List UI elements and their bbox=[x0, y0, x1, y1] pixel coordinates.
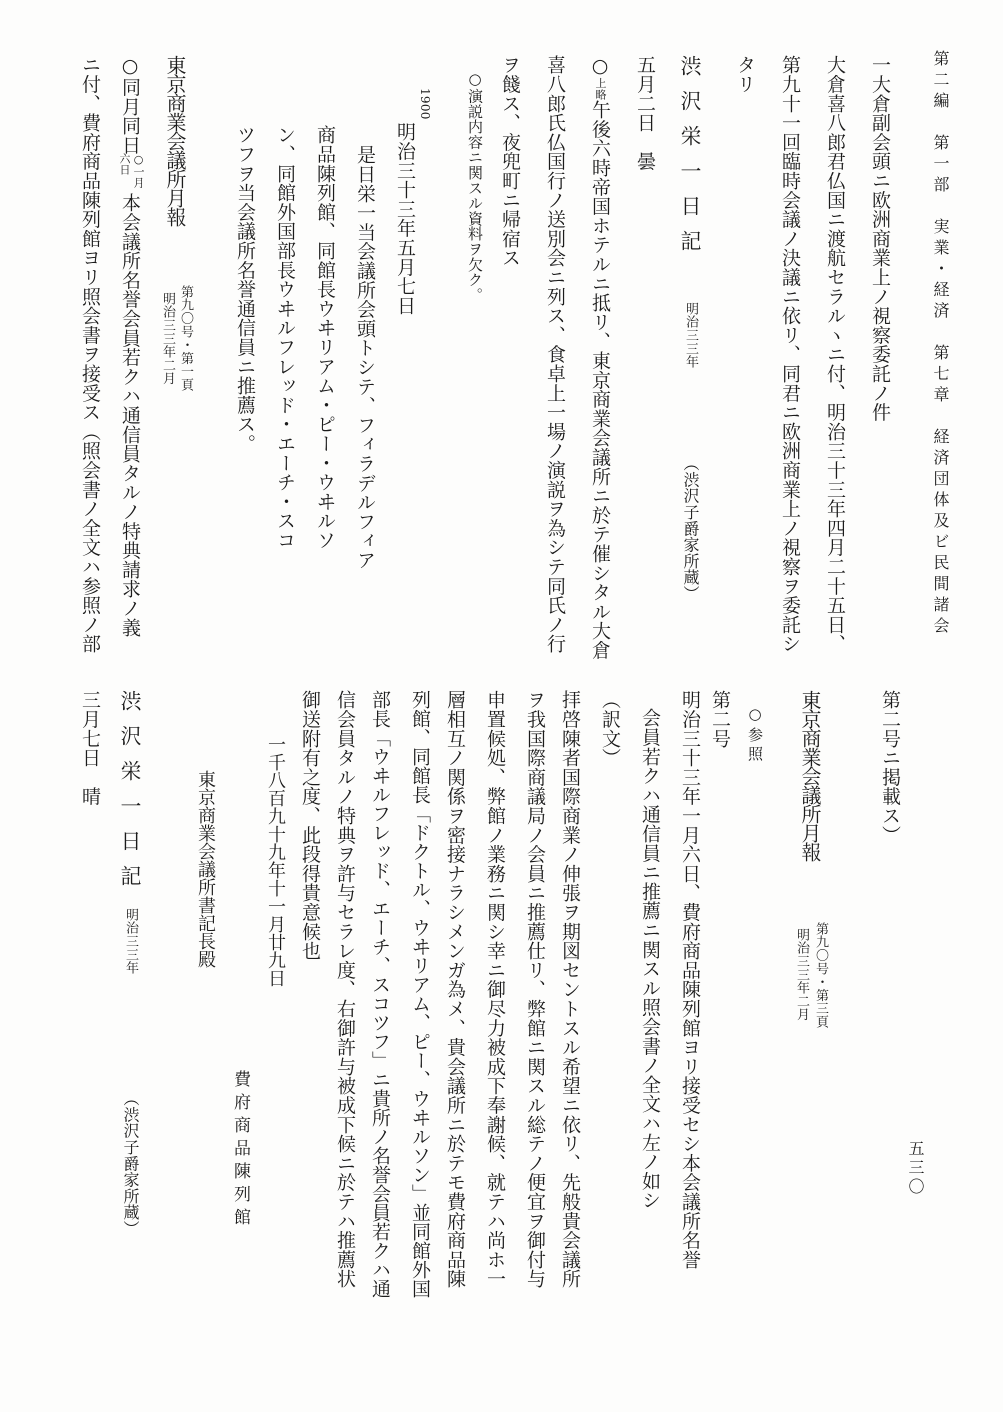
western-year: 1900 bbox=[418, 88, 432, 120]
page-number: 五三〇 bbox=[906, 1140, 925, 1197]
inline-note-left: 六日 bbox=[118, 153, 131, 175]
translation-label: （訳文） bbox=[599, 690, 621, 768]
inline-note-right: ○一月 bbox=[132, 153, 145, 188]
letter-line: 拝啓陳者国際商業ノ伸張ヲ期図セントスル希望ニ依リ、先般貴会議所 bbox=[559, 690, 581, 1289]
letter-line: 層相互ノ関係ヲ密接ナラシメンガ為メ、貴会議所ニ於テモ費府商品陳 bbox=[444, 690, 466, 1289]
reference-intro-line: 会員若クハ通信員ニ推薦ニ関スル照会書ノ全文ハ左ノ如シ bbox=[639, 708, 661, 1210]
report-lead: ○同月同日 bbox=[119, 55, 141, 155]
continuation-line: 第二号ニ掲載ス） bbox=[879, 690, 901, 845]
letter-line: 申置候処、弊館ノ業務ニ関シ幸ニ御尽力被成下奉謝候、就テハ尚ホ一 bbox=[484, 690, 506, 1289]
report-line: ニ付、費府商品陳列館ヨリ照会書ヲ接受ス（照会書ノ全文ハ参照ノ部 bbox=[79, 55, 101, 654]
report-date: 明治三三年二月 bbox=[160, 292, 175, 386]
item-body-line: 第九十一回臨時会議ノ決議ニ依リ、同君ニ欧洲商業上ノ視察ヲ委託シ bbox=[779, 55, 801, 654]
report-source-title: 東京商業会議所月報 bbox=[798, 690, 822, 861]
diary-entry-line: ヲ餞ス、夜兜町ニ帰宿ス bbox=[499, 55, 521, 268]
letter-addressee: 東京商業会議所書記長殿 bbox=[195, 770, 216, 968]
item-title: 一大倉副会頭ニ欧洲商業上ノ視察委託ノ件 bbox=[869, 55, 891, 422]
entry-line: 是日栄一当会議所会頭トシテ、フィラデルフィア bbox=[354, 145, 376, 570]
diary-source-collection: （渋沢子爵家所蔵） bbox=[121, 1090, 140, 1237]
reference-heading: ○参照 bbox=[746, 705, 764, 765]
entry-line: 商品陳列館、同館長ウヰリアム・ピー・ウヰルソ bbox=[314, 125, 336, 550]
letter-line: 部長「ウヰルフレッド、エーチ、スコツフ」ニ貴所ノ名誉会員若クハ通 bbox=[369, 690, 391, 1298]
omission-mark: ○ bbox=[589, 55, 611, 78]
entry-line: ン、同館外国部長ウヰルフレッド・エーチ・スコ bbox=[274, 125, 296, 550]
reference-number: 第二号 bbox=[709, 690, 731, 748]
running-head: 第二編 第一部 実業・経済 第七章 経済団体及ビ民間諸会 bbox=[931, 50, 950, 638]
editorial-note: ○演説内容ニ関スル資料ヲ欠ク。 bbox=[466, 70, 484, 303]
report-source-title: 東京商業会議所月報 bbox=[163, 55, 187, 226]
item-body-line: タリ bbox=[734, 55, 756, 94]
letter-date: 一千八百九十九年十一月廿九日 bbox=[265, 735, 286, 987]
entry-date: 明治三十三年五月七日 bbox=[394, 122, 416, 315]
diary-entry-text: 午後六時帝国ホテルニ抵リ、東京商業会議所ニ於テ催シタル大倉 bbox=[589, 99, 611, 660]
letter-line: 信会員タルノ特典ヲ許与セラレ度、右御許与被成下候ニ於テハ推薦状 bbox=[334, 690, 356, 1289]
diary-source-title: 渋沢栄一日記 bbox=[678, 55, 702, 265]
diary-entry-date: 三月七日 晴 bbox=[79, 690, 101, 806]
report-issue: 第九〇号・第三頁 bbox=[813, 922, 828, 1029]
letter-line: 御送附有之度、此段得貴意候也 bbox=[299, 690, 321, 961]
letter-line: ヲ我国際商議局ノ会員ニ推薦仕リ、弊館ニ関スル総テノ便宜ヲ御付与 bbox=[524, 690, 546, 1289]
diary-entry-date: 五月二日 曇 bbox=[634, 55, 656, 171]
diary-source-year: 明治三三年 bbox=[123, 908, 138, 975]
reference-intro-line: 明治三十三年一月六日、費府商品陳列館ヨリ接受セシ本会議所名誉 bbox=[679, 690, 701, 1269]
letter-line: 列館、同館長「ドクトル、ウヰリアム、ピー、ウヰルソン」並同館外国 bbox=[409, 690, 431, 1298]
letter-sender: 費府商品陳列館 bbox=[230, 1070, 250, 1231]
diary-entry-line: 喜八郎氏仏国行ノ送別会ニ列ス、食卓上一場ノ演説ヲ為シテ同氏ノ行 bbox=[544, 55, 566, 654]
omission-note: 上略 bbox=[594, 77, 607, 100]
diary-source-year: 明治三三年 bbox=[683, 302, 698, 369]
item-body-line: 大倉喜八郎君仏国ニ渡航セラルヽニ付、明治三十三年四月二十五日、 bbox=[824, 55, 846, 654]
report-issue: 第九〇号・第一頁 bbox=[178, 285, 193, 392]
entry-line: ツフヲ当会議所名誉通信員ニ推薦ス。 bbox=[234, 125, 256, 454]
report-line: 本会議所名誉会員若クハ通信員タルノ特典請求ノ義 bbox=[119, 193, 141, 637]
diary-source-collection: （渋沢子爵家所蔵） bbox=[681, 455, 700, 602]
diary-source-title: 渋沢栄一日記 bbox=[118, 690, 142, 900]
diary-entry-line bbox=[589, 55, 611, 660]
report-date: 明治三三年二月 bbox=[794, 928, 809, 1022]
